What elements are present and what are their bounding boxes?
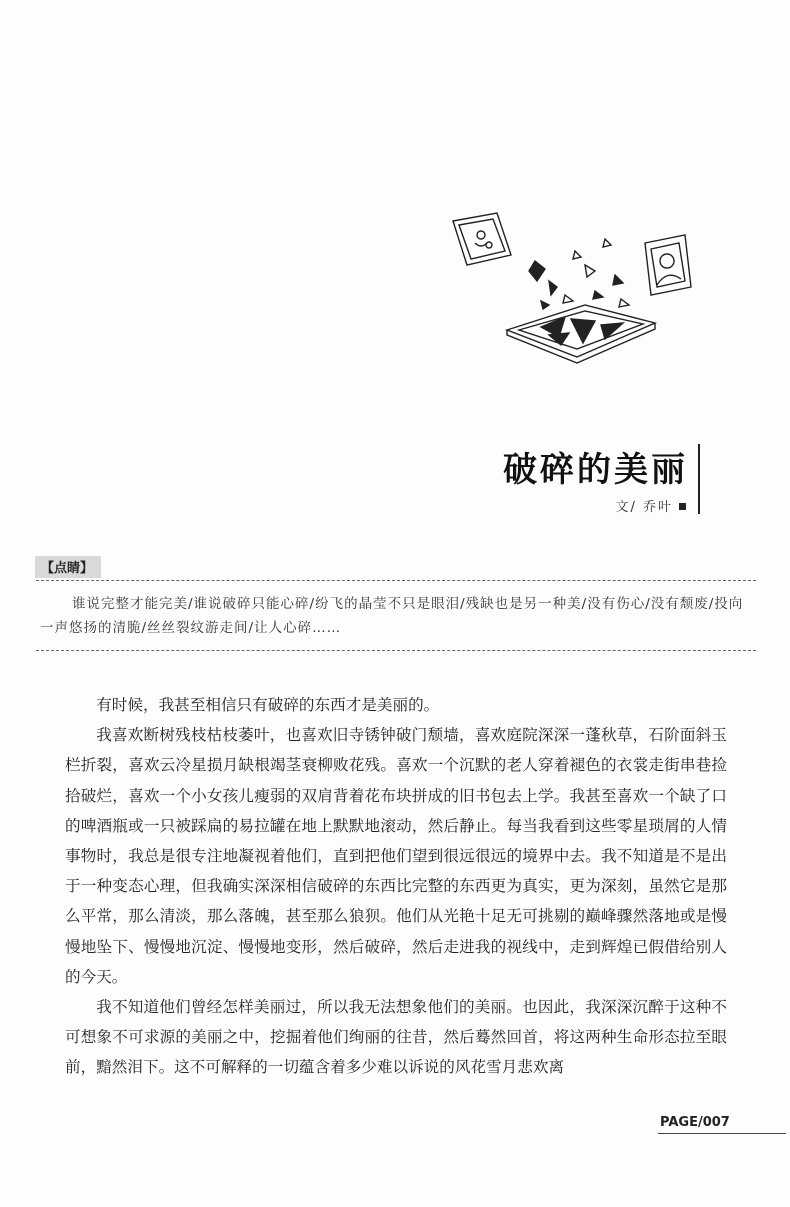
highlight-text: 谁说完整才能完美/谁说破碎只能心碎/纷飞的晶莹不只是眼泪/残缺也是另一种美/没有伤心/没有颓废/投向一声悠扬的清脆/丝丝裂纹游走间/让人心碎…… — [40, 596, 744, 636]
highlight-bottom-divider — [36, 650, 756, 651]
highlight-top-divider — [36, 580, 756, 581]
article-title: 破碎的美丽 — [503, 450, 688, 490]
paragraph-1: 有时候，我甚至相信只有破碎的东西才是美丽的。 — [96, 696, 440, 714]
author-label: 文/ 乔叶 — [615, 500, 673, 515]
article-byline — [615, 496, 686, 515]
article-body — [65, 690, 727, 1083]
broken-frame-illustration — [445, 205, 705, 375]
portrait-frame-icon — [645, 235, 691, 295]
page-number-rule — [658, 1133, 786, 1134]
end-square-icon — [679, 503, 686, 510]
title-divider — [698, 444, 700, 514]
paragraph-3: 我不知道他们曾经怎样美丽过，所以我无法想象他们的美丽。也因此，我深深沉醉于这种不可想象不可求源的美丽之中，挖掘着他们绚丽的往昔，然后蓦然回首，将这两种生命形态拉至眼前，黯然泪下。这不可解释的一切蕴含着多少难以诉说的风花雪月悲欢离 — [65, 998, 727, 1077]
highlight-tag: 【点睛】 — [35, 556, 101, 578]
floating-frame-icon — [453, 213, 511, 265]
title-block — [300, 440, 700, 520]
paragraph-2: 我喜欢断树残枝枯枝萎叶，也喜欢旧寺锈钟破门颓墙，喜欢庭院深深一蓬秋草，石阶面斜玉栏折裂，喜欢云冷星损月缺根竭茎衰柳败花残。喜欢一个沉默的老人穿着褪色的衣裳走街串巷捡拾破烂，喜欢一个小女孩儿瘦弱的双肩背着花布块拼成的旧书包去上学。我甚至喜欢一个缺了口的啤酒瓶或一只被踩扁的易拉罐在地上默默地滚动，然后静止。每当我看到这些零星琐屑的人情事物时，我总是很专注地凝视着他们，直到把他们望到很远很远的境界中去。我不知道是不是出于一种变态心理，但我确实深深相信破碎的东西比完整的东西更为真实，更为深刻，虽然它是那么平常，那么清淡，那么落魄，甚至那么狼狈。他们从光艳十足无可挑剔的巅峰骤然落地或是慢慢地坠下、慢慢地沉淀、慢慢地变形，然后破碎，然后走进我的视线中，走到辉煌已假借给别人的今天。 — [65, 726, 727, 986]
page-number: PAGE/007 — [660, 1115, 730, 1130]
shattered-frame-icon — [507, 305, 655, 363]
glass-shards-icon — [529, 239, 629, 309]
